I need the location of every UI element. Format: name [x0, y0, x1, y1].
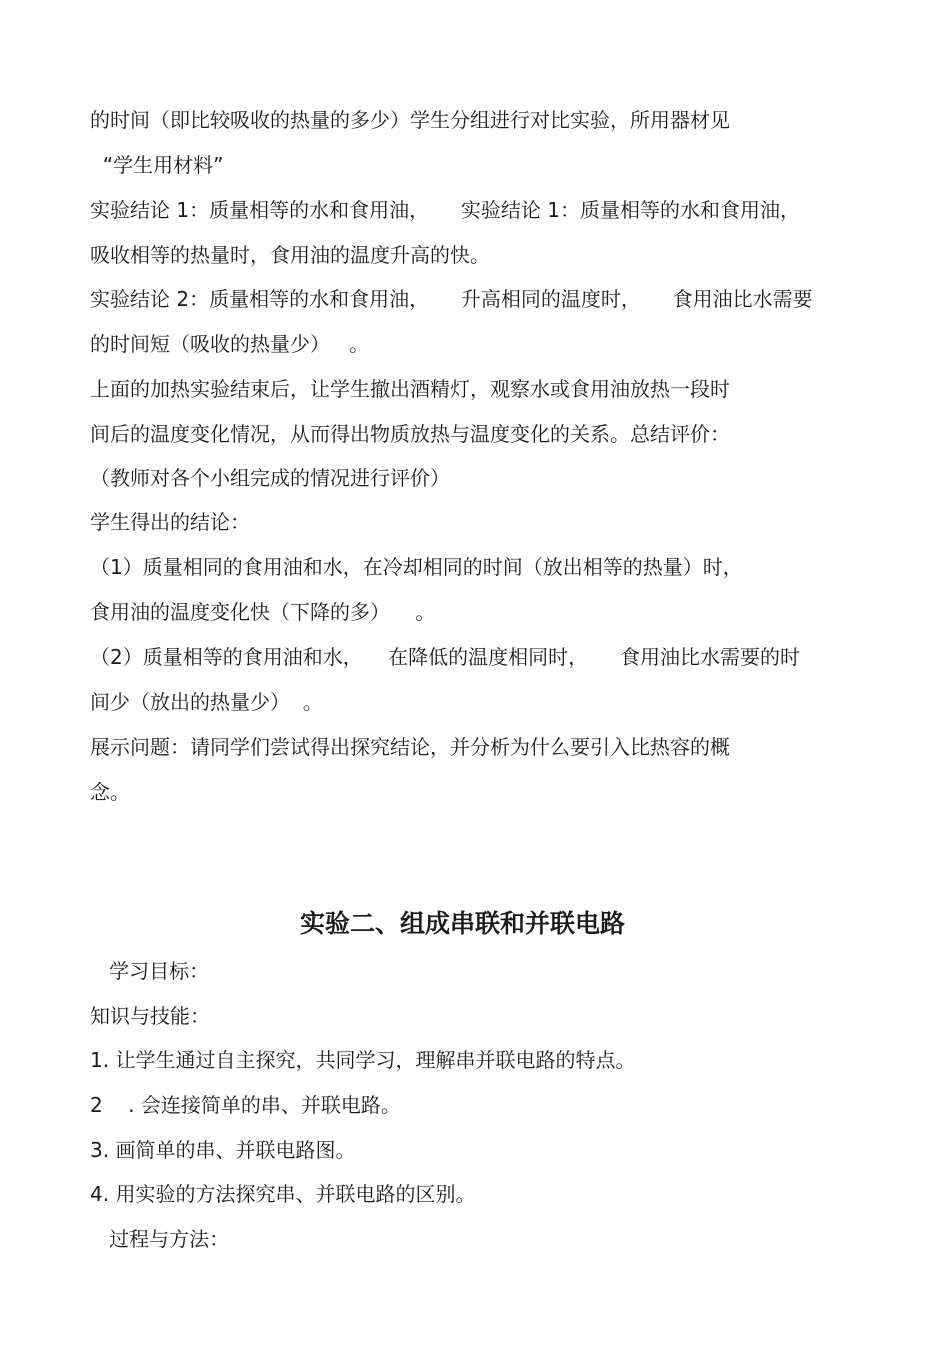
paragraph-line: 的时间短（吸收的热量少） 。 [90, 332, 370, 356]
list-item: 1. 让学生通过自主探究，共同学习，理解串并联电路的特点。 [90, 1048, 636, 1072]
paragraph-line: 展示问题：请同学们尝试得出探究结论，并分析为什么要引入比热容的概 [90, 735, 730, 759]
paragraph-line: 间少（放出的热量少） 。 [90, 690, 323, 714]
paragraph-line: 过程与方法： [90, 1227, 230, 1251]
paragraph-line: 学习目标： [90, 959, 210, 983]
list-item: 3. 画简单的串、并联电路图。 [90, 1138, 356, 1162]
paragraph-line: 食用油的温度变化快（下降的多） 。 [90, 600, 436, 624]
list-item: 2 . 会连接简单的串、并联电路。 [90, 1093, 401, 1117]
paragraph-line: 念。 [90, 780, 130, 804]
paragraph-line: 间后的温度变化情况，从而得出物质放热与温度变化的关系。总结评价： [90, 422, 730, 446]
paragraph-line: （2）质量相等的食用油和水， 在降低的温度相同时， 食用油比水需要的时 [90, 645, 800, 669]
paragraph-line: 实验结论 2：质量相等的水和食用油， 升高相同的温度时， 食用油比水需要 [90, 287, 813, 311]
paragraph-line: 实验结论 1：质量相等的水和食用油， 实验结论 1：质量相等的水和食用油， [90, 198, 800, 222]
paragraph-line: （教师对各个小组完成的情况进行评价） [90, 466, 450, 490]
section-title: 实验二、组成串联和并联电路 [299, 909, 625, 938]
paragraph-line: （1）质量相同的食用油和水，在冷却相同的时间（放出相等的热量）时， [90, 555, 743, 579]
paragraph-line: 吸收相等的热量时，食用油的温度升高的快。 [90, 243, 490, 267]
paragraph-line: “学生用材料” [90, 153, 224, 177]
list-item: 4. 用实验的方法探究串、并联电路的区别。 [90, 1182, 476, 1206]
paragraph-line: 上面的加热实验结束后，让学生撤出酒精灯，观察水或食用油放热一段时 [90, 377, 730, 401]
paragraph-line: 知识与技能： [90, 1004, 210, 1028]
paragraph-line: 的时间（即比较吸收的热量的多少）学生分组进行对比实验，所用器材见 [90, 108, 730, 132]
paragraph-line: 学生得出的结论： [90, 510, 250, 534]
